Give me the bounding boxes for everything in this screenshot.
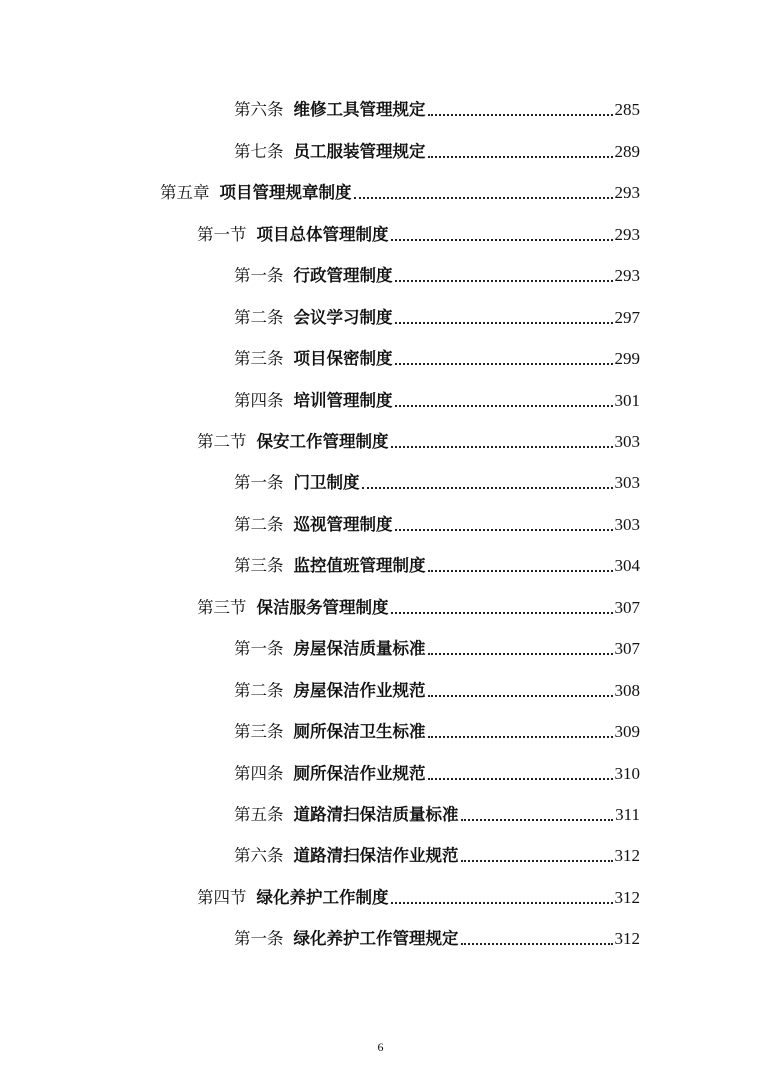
entry-page: 303 (614, 515, 640, 534)
entry-number: 第七条 (234, 142, 284, 161)
toc-entry[interactable] (160, 180, 640, 206)
dot-leader (428, 570, 613, 572)
entry-title: 保安工作管理制度 (256, 432, 389, 451)
entry-title: 维修工具管理规定 (293, 100, 426, 119)
entry-title: 道路清扫保洁质量标准 (293, 805, 459, 824)
dot-leader (428, 778, 613, 780)
entry-page: 312 (614, 888, 640, 907)
toc-entry[interactable] (234, 843, 640, 869)
entry-page: 312 (614, 846, 640, 865)
entry-page: 304 (614, 556, 640, 575)
entry-title: 项目总体管理制度 (256, 225, 389, 244)
dot-leader (428, 114, 613, 116)
toc-entry[interactable] (234, 678, 640, 704)
entry-page: 310 (614, 764, 640, 783)
entry-page: 307 (614, 598, 640, 617)
entry-page: 285 (614, 100, 640, 119)
entry-page: 309 (614, 722, 640, 741)
entry-title: 巡视管理制度 (293, 515, 393, 534)
toc-entry[interactable] (234, 553, 640, 579)
entry-page: 293 (614, 225, 640, 244)
dot-leader (461, 860, 613, 862)
dot-leader (428, 156, 613, 158)
entry-number: 第一节 (197, 225, 247, 244)
dot-leader (461, 819, 614, 821)
entry-title: 培训管理制度 (293, 391, 393, 410)
entry-title: 厕所保洁卫生标准 (293, 722, 426, 741)
entry-title: 房屋保洁质量标准 (293, 639, 426, 658)
entry-page: 301 (614, 391, 640, 410)
entry-page: 311 (615, 805, 640, 824)
dot-leader (391, 902, 613, 904)
entry-number: 第二节 (197, 432, 247, 451)
dot-leader (461, 943, 613, 945)
toc-entry[interactable] (197, 885, 640, 911)
entry-number: 第三条 (234, 556, 284, 575)
dot-leader (391, 446, 613, 448)
toc-entry[interactable] (234, 470, 640, 496)
entry-title: 会议学习制度 (293, 308, 393, 327)
toc-entry[interactable] (234, 719, 640, 745)
entry-number: 第二条 (234, 515, 284, 534)
toc-entry[interactable] (234, 512, 640, 538)
entry-page: 289 (614, 142, 640, 161)
entry-page: 312 (614, 929, 640, 948)
entry-page: 293 (614, 183, 640, 202)
entry-number: 第三条 (234, 349, 284, 368)
dot-leader (395, 322, 613, 324)
entry-number: 第四节 (197, 888, 247, 907)
toc-entry[interactable] (197, 429, 640, 455)
entry-title: 绿化养护工作管理规定 (293, 929, 459, 948)
entry-title: 房屋保洁作业规范 (293, 681, 426, 700)
entry-number: 第二条 (234, 308, 284, 327)
entry-number: 第六条 (234, 846, 284, 865)
entry-title: 保洁服务管理制度 (256, 598, 389, 617)
entry-page: 303 (614, 473, 640, 492)
toc-entry[interactable] (234, 346, 640, 372)
entry-page: 293 (614, 266, 640, 285)
entry-number: 第三节 (197, 598, 247, 617)
entry-number: 第一条 (234, 639, 284, 658)
toc-entry[interactable] (234, 263, 640, 289)
entry-page: 303 (614, 432, 640, 451)
toc-entry[interactable] (234, 926, 640, 952)
entry-title: 门卫制度 (293, 473, 360, 492)
entry-number: 第一条 (234, 929, 284, 948)
entry-title: 员工服装管理规定 (293, 142, 426, 161)
dot-leader (395, 529, 613, 531)
toc-entry[interactable] (234, 305, 640, 331)
toc-entry[interactable] (197, 222, 640, 248)
toc-entry[interactable] (234, 802, 640, 828)
toc-entry[interactable] (234, 97, 640, 123)
entry-title: 绿化养护工作制度 (256, 888, 389, 907)
entry-number: 第六条 (234, 100, 284, 119)
entry-number: 第四条 (234, 764, 284, 783)
page-number: 6 (377, 1040, 384, 1054)
toc-entry[interactable] (234, 636, 640, 662)
dot-leader (428, 695, 613, 697)
dot-leader (395, 405, 613, 407)
entry-title: 行政管理制度 (293, 266, 393, 285)
dot-leader (391, 612, 613, 614)
entry-page: 307 (614, 639, 640, 658)
entry-page: 297 (614, 308, 640, 327)
toc-entry[interactable] (234, 761, 640, 787)
entry-number: 第五章 (160, 183, 210, 202)
dot-leader (428, 736, 613, 738)
entry-title: 监控值班管理制度 (293, 556, 426, 575)
toc-entry[interactable] (234, 388, 640, 414)
dot-leader (395, 363, 613, 365)
entry-title: 项目保密制度 (293, 349, 393, 368)
dot-leader (362, 487, 613, 489)
entry-title: 项目管理规章制度 (219, 183, 352, 202)
entry-number: 第一条 (234, 473, 284, 492)
dot-leader (354, 197, 613, 199)
entry-title: 道路清扫保洁作业规范 (293, 846, 459, 865)
dot-leader (395, 280, 613, 282)
dot-leader (428, 653, 613, 655)
entry-number: 第三条 (234, 722, 284, 741)
dot-leader (391, 239, 613, 241)
entry-number: 第四条 (234, 391, 284, 410)
entry-title: 厕所保洁作业规范 (293, 764, 426, 783)
entry-number: 第一条 (234, 266, 284, 285)
toc-entry[interactable] (197, 595, 640, 621)
entry-number: 第五条 (234, 805, 284, 824)
entry-page: 299 (614, 349, 640, 368)
entry-number: 第二条 (234, 681, 284, 700)
toc-entry[interactable] (234, 139, 640, 165)
entry-page: 308 (614, 681, 640, 700)
